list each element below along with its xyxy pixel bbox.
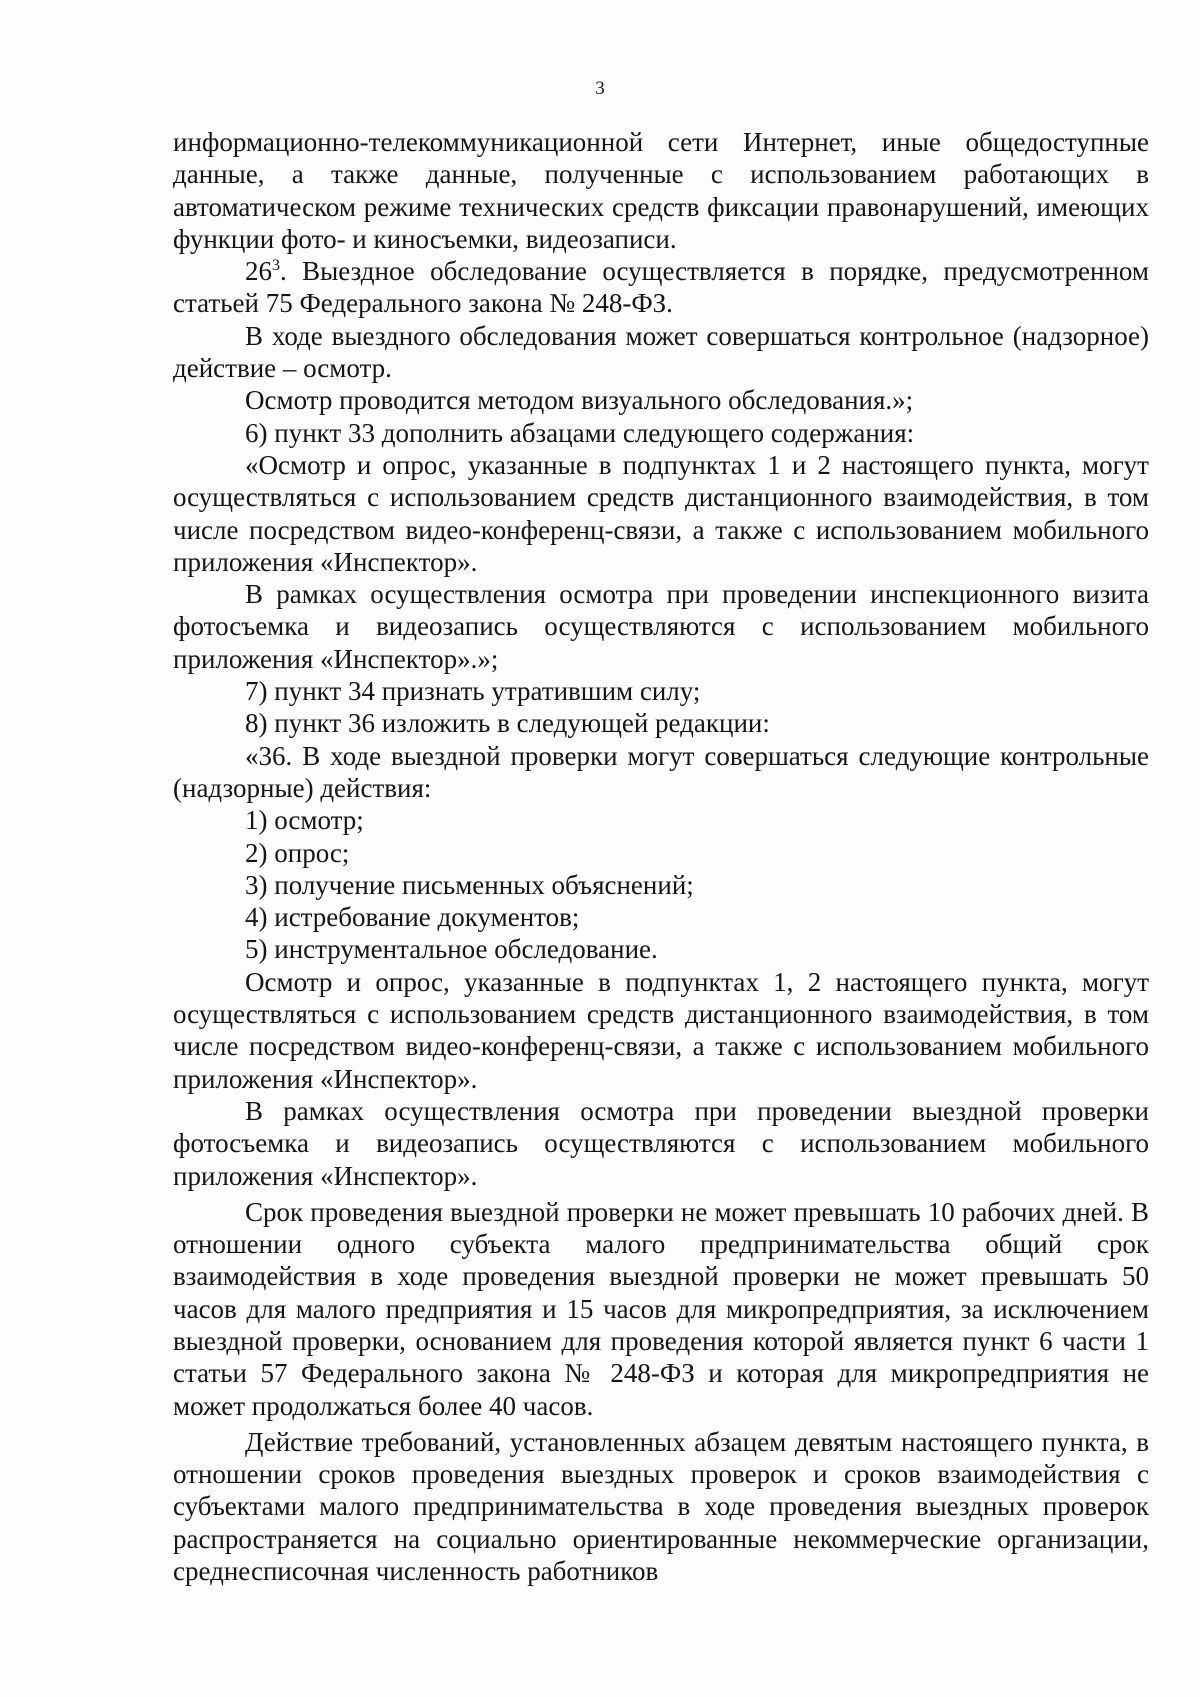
paragraph-item-26-3 — [173, 255, 1149, 320]
paragraph: 8) пункт 36 изложить в следующей редакции: — [245, 708, 770, 739]
paragraph: Осмотр и опрос, указанные в подпунктах 1, 2 настоящего пункта, могут осуществляться с использованием средств дистанционного взаимодействия, в том числе посредством видео-конференц-связи, а также с использованием мобильного приложения «Инспектор». — [173, 966, 1149, 1094]
list-item: 1) осмотр; — [245, 805, 364, 836]
paragraph: 6) пункт 33 дополнить абзацами следующего содержания: — [245, 417, 915, 448]
paragraph: Срок проведения выездной проверки не может превышать 10 рабочих дней. В отношении одного субъекта малого предпринимательства общий срок взаимодействия в ходе проведения выездной проверки не может превышать 50 часов для малого предприятия и 15 часов для микропредприятия, за исключением выездной проверки, основанием для проведения которой является пункт 6 части 1 статьи 57 Федерального закона № 248-ФЗ и которая для микропредприятия не может продолжаться более 40 часов. — [173, 1196, 1149, 1421]
list-item: 2) опрос; — [245, 837, 350, 868]
paragraph: Действие требований, установленных абзацем девятым настоящего пункта, в отношении сроков проведения выездных проверок и сроков взаимодействия с субъектами малого предпринимательства в ходе проведения выездных проверок распространяется на социально ориентированные некоммерческие организации, среднесписочная численность работников — [173, 1426, 1149, 1587]
paragraph: Осмотр проводится методом визуального обследования.»; — [245, 385, 914, 416]
list-item: 3) получение письменных объяснений; — [245, 869, 694, 900]
item-number: 26 — [245, 256, 272, 287]
paragraph: 7) пункт 34 признать утратившим силу; — [245, 676, 701, 707]
document-body — [173, 126, 1149, 1587]
page-number: 3 — [595, 78, 605, 99]
item-text: . Выездное обследование осуществляется в порядке, предусмотренном статьей 75 Федерального закона № 248-ФЗ. — [173, 256, 1149, 319]
paragraph: информационно-телекоммуникационной сети Интернет, иные общедоступные данные, а также данные, полученные с использованием работающих в автоматическом режиме технических средств фиксации правонарушений, имеющих функции фото- и киносъемки, видеозаписи. — [173, 127, 1149, 254]
list-item: 4) истребование документов; — [245, 902, 580, 933]
list-item: 5) инструментальное обследование. — [245, 934, 658, 965]
paragraph: В рамках осуществления осмотра при проведении инспекционного визита фотосъемка и видеозапись осуществляются с использованием мобильного приложения «Инспектор».»; — [173, 579, 1149, 674]
item-superscript: 3 — [272, 257, 280, 275]
paragraph: В ходе выездного обследования может совершаться контрольное (надзорное) действие – осмотр. — [173, 320, 1149, 384]
paragraph: «36. В ходе выездной проверки могут совершаться следующие контрольные (надзорные) действия: — [173, 740, 1149, 803]
paragraph: В рамках осуществления осмотра при проведении выездной проверки фотосъемка и видеозапись осуществляются с использованием мобильного приложения «Инспектор». — [173, 1095, 1149, 1191]
paragraph: «Осмотр и опрос, указанные в подпунктах 1 и 2 настоящего пункта, могут осуществляться с использованием средств дистанционного взаимодействия, в том числе посредством видео-конференц-связи, а также с использованием мобильного приложения «Инспектор». — [173, 449, 1149, 577]
